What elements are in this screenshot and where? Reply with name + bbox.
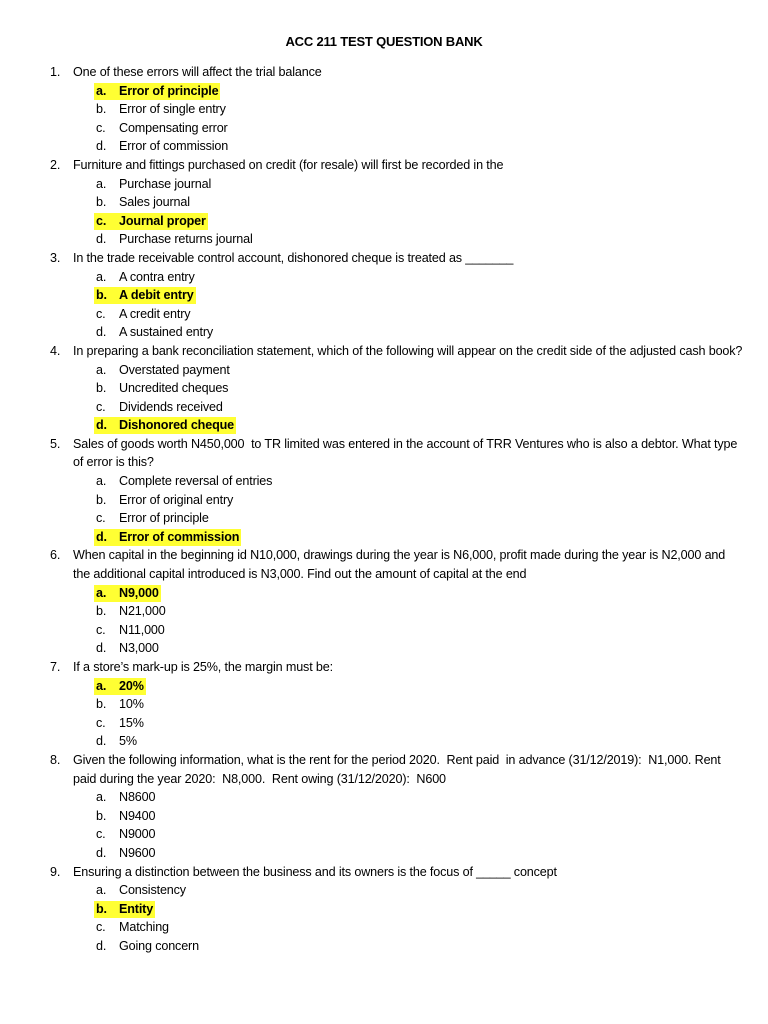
answer-option: [0, 379, 768, 398]
option-letter: d.: [96, 845, 107, 860]
option-text: Going concern: [119, 938, 199, 953]
option-letter: c.: [96, 120, 106, 135]
question-number: 4.: [50, 343, 61, 358]
answer-option: [0, 137, 768, 156]
question-text: In the trade receivable control account, dishonored cheque is treated as _______: [73, 250, 514, 265]
option-text: N8600: [119, 790, 156, 805]
answer-option: [0, 881, 768, 900]
option-text: Journal proper: [119, 213, 206, 228]
answer-option: [0, 193, 768, 212]
option-letter: b.: [96, 381, 107, 396]
option-text: Error of principle: [119, 83, 219, 98]
answer-option: [0, 937, 768, 956]
answer-option: [0, 918, 768, 937]
option-text: Dishonored cheque: [119, 418, 235, 433]
option-letter: d.: [96, 938, 107, 953]
answer-option: [0, 844, 768, 863]
option-letter: b.: [96, 901, 107, 916]
option-text: Uncredited cheques: [119, 381, 229, 396]
option-letter: a.: [96, 585, 107, 600]
option-text: 10%: [119, 697, 144, 712]
question-number: 1.: [50, 65, 61, 79]
option-text: N11,000: [119, 622, 165, 637]
answer-option-highlighted: [0, 528, 768, 547]
option-text: Purchase returns journal: [119, 232, 253, 247]
answer-option: [0, 825, 768, 844]
option-letter: c.: [96, 622, 106, 637]
answer-option: [0, 491, 768, 510]
option-text: Compensating error: [119, 120, 228, 135]
option-letter: a.: [96, 269, 107, 284]
option-letter: b.: [96, 102, 107, 117]
question-number: 5.: [50, 436, 61, 451]
answer-option: [0, 230, 768, 249]
option-text: N9,000: [119, 585, 159, 600]
option-letter: a.: [96, 790, 107, 805]
option-letter: a.: [96, 176, 107, 191]
option-letter: a.: [96, 474, 107, 489]
answer-option: [0, 695, 768, 714]
answer-option: [0, 361, 768, 380]
question-text: Sales of goods worth N450,000 to TR limited was entered in the account of TRR Ventures who is also a debtor. What type of error is this?: [73, 436, 741, 470]
option-letter: c.: [96, 213, 107, 228]
option-text: Overstated payment: [119, 362, 230, 377]
answer-option: [0, 621, 768, 640]
option-letter: b.: [96, 697, 107, 712]
question-number: 3.: [50, 250, 61, 265]
option-text: A contra entry: [119, 269, 195, 284]
option-letter: a.: [96, 883, 107, 898]
answer-option: [0, 119, 768, 138]
option-letter: b.: [96, 492, 107, 507]
answer-option: [0, 732, 768, 751]
option-letter: d.: [96, 232, 107, 247]
question-number: 2.: [50, 157, 61, 172]
answer-option: [0, 175, 768, 194]
answer-option-highlighted: [0, 286, 768, 305]
question-item: [0, 63, 768, 82]
option-text: Dividends received: [119, 399, 223, 414]
option-letter: b.: [96, 604, 107, 619]
option-letter: a.: [96, 678, 107, 693]
answer-option: [0, 268, 768, 287]
answer-option: [0, 305, 768, 324]
answer-option: [0, 639, 768, 658]
question-item: [0, 435, 768, 472]
option-text: Matching: [119, 920, 169, 935]
option-text: Purchase journal: [119, 176, 212, 191]
answer-option-highlighted: [0, 416, 768, 435]
option-text: Entity: [119, 901, 154, 916]
option-letter: a.: [96, 362, 107, 377]
option-letter: c.: [96, 511, 106, 526]
question-text: When capital in the beginning id N10,000, drawings during the year is N6,000, profit made during the year is N2,000 and the additional capital introduced is N3,000. Find out the amount of capital at the end: [73, 548, 729, 582]
question-item: [0, 342, 768, 361]
option-letter: b.: [96, 808, 107, 823]
answer-option-highlighted: [0, 677, 768, 696]
question-item: [0, 658, 768, 677]
option-text: N9600: [119, 845, 156, 860]
question-number: 9.: [50, 864, 61, 879]
option-text: A debit entry: [119, 288, 194, 303]
option-text: Error of commission: [119, 139, 229, 154]
option-letter: a.: [96, 83, 107, 98]
question-number: 6.: [50, 548, 61, 563]
answer-option-highlighted: [0, 82, 768, 101]
option-letter: b.: [96, 195, 107, 210]
question-text: Furniture and fittings purchased on credit (for resale) will first be recorded in the: [73, 157, 504, 172]
answer-option: [0, 398, 768, 417]
question-number: 7.: [50, 660, 61, 674]
option-letter: d.: [96, 641, 107, 656]
question-item: [0, 863, 768, 882]
question-item: [0, 751, 768, 788]
option-text: N21,000: [119, 604, 166, 619]
answer-option-highlighted: [0, 900, 768, 919]
option-letter: d.: [96, 139, 107, 154]
question-item: [0, 546, 768, 583]
option-letter: c.: [96, 399, 106, 414]
option-text: Consistency: [119, 883, 186, 898]
question-text: If a store’s mark-up is 25%, the margin must be:: [73, 660, 333, 674]
option-text: N9400: [119, 808, 156, 823]
option-letter: c.: [96, 715, 106, 730]
question-text: Ensuring a distinction between the business and its owners is the focus of _____ concept: [73, 864, 557, 879]
answer-option-highlighted: [0, 584, 768, 603]
question-text: Given the following information, what is the rent for the period 2020. Rent paid in advance (31/12/2019): N1,000. Rent paid during the year 2020: N8,000. Rent owing (31/12/2020): N600: [73, 752, 724, 786]
document-title: ACC 211 TEST QUESTION BANK: [285, 34, 483, 49]
option-letter: d.: [96, 418, 107, 433]
answer-option: [0, 602, 768, 621]
question-text: One of these errors will affect the trial balance: [73, 65, 322, 79]
option-text: Error of principle: [119, 511, 209, 526]
answer-option: [0, 323, 768, 342]
answer-option: [0, 788, 768, 807]
option-letter: b.: [96, 288, 107, 303]
question-item: [0, 156, 768, 175]
option-text: Complete reversal of entries: [119, 474, 273, 489]
option-letter: c.: [96, 920, 106, 935]
option-letter: d.: [96, 325, 107, 340]
option-text: 15%: [119, 715, 144, 730]
answer-option: [0, 714, 768, 733]
answer-option: [0, 509, 768, 528]
option-text: 20%: [119, 678, 144, 693]
option-text: N9000: [119, 827, 156, 842]
answer-option: [0, 807, 768, 826]
question-list: [0, 63, 768, 956]
option-text: Sales journal: [119, 195, 190, 210]
option-text: Error of single entry: [119, 102, 226, 117]
answer-option: [0, 100, 768, 119]
question-item: [0, 249, 768, 268]
option-letter: d.: [96, 529, 107, 544]
question-text: In preparing a bank reconciliation statement, which of the following will appear on the credit side of the adjusted cash book?: [73, 343, 743, 358]
answer-option-highlighted: [0, 212, 768, 231]
option-letter: c.: [96, 306, 106, 321]
option-text: A sustained entry: [119, 325, 214, 340]
option-letter: d.: [96, 734, 107, 749]
option-text: Error of original entry: [119, 492, 234, 507]
option-letter: c.: [96, 827, 106, 842]
option-text: N3,000: [119, 641, 159, 656]
answer-option: [0, 472, 768, 491]
question-number: 8.: [50, 752, 61, 767]
option-text: Error of commission: [119, 529, 240, 544]
option-text: 5%: [119, 734, 137, 749]
option-text: A credit entry: [119, 306, 191, 321]
